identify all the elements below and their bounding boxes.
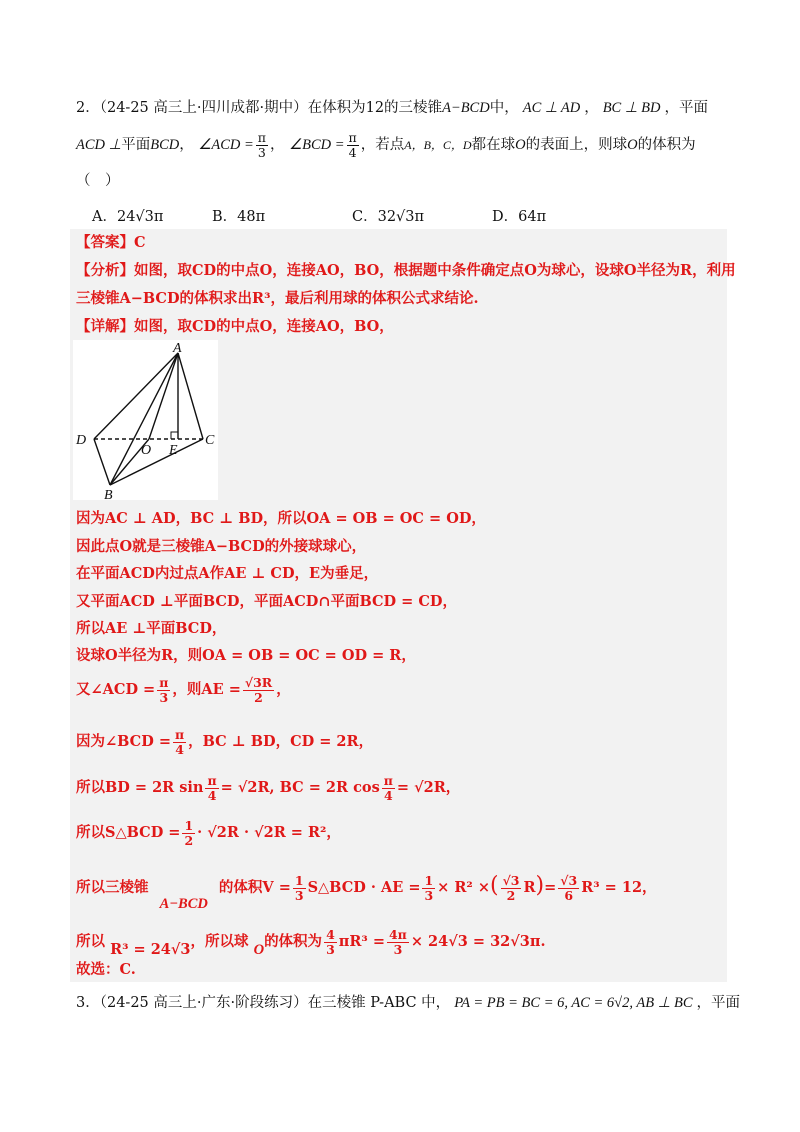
- step-6: 设球O半径为R，则OA = OB = OC = OD = R，: [76, 647, 416, 664]
- step-7: 又∠ACD = $\frac{\pi}{3}$ ，则AE = $\frac{√3R}{2}$ ，: [76, 674, 291, 705]
- edge-ao: [149, 353, 178, 439]
- fraction: $\frac{√3}{6}$: [560, 872, 578, 903]
- label-a: A: [173, 341, 182, 356]
- step-5: 所以AE ⊥平面BCD，: [76, 620, 227, 637]
- final-answer: 故选：C.: [76, 961, 136, 978]
- label-o: O: [141, 443, 152, 458]
- analysis-line-2: 三棱锥A−BCD的体积求出R³，最后利用球的体积公式求结论.: [76, 290, 479, 307]
- option-c[interactable]: C．32√3π: [352, 209, 425, 225]
- step-4: 又平面ACD ⊥平面BCD，平面ACD∩平面BCD = CD，: [76, 593, 457, 610]
- q2-intro: 2．（24-25 高三上·四川成都·期中）在体积为12的三棱锥: [76, 100, 443, 116]
- label-b: B: [104, 488, 113, 500]
- edge-ab: [110, 353, 178, 485]
- q2-text: ，平面: [664, 100, 708, 116]
- q2-text: 的表面上，则球: [525, 137, 628, 153]
- label-c: C: [205, 433, 215, 448]
- step-10: 所以S△BCD = $\frac{1}{2}$ · √2R · √2R = R²，: [76, 817, 341, 848]
- fraction: $\frac{\pi}{3}$: [257, 129, 267, 160]
- angle-bcd: ∠BCD =: [289, 137, 345, 153]
- step-8: 因为∠BCD = $\frac{\pi}{4}$ ，BC ⊥ BD，CD = 2R，: [76, 726, 374, 757]
- fraction: $\frac{\pi}{4}$: [348, 129, 357, 160]
- q3-conditions: PA = PB = BC = 6, AC = 6√2, AB ⊥ BC: [454, 995, 693, 1011]
- q2-text: 平面: [121, 137, 151, 153]
- analysis-line-1: 【分析】如图，取CD的中点O，连接AO，BO，根据题中条件确定点O为球心，设球O半径为R，利用: [76, 262, 736, 279]
- step-12: 所以 R³ = 24√3，所以球 O的体积为 $\frac{4}{3}$ πR³ = $\frac{4\pi}{3}$ × 24√3 = 32√3π.: [76, 926, 546, 958]
- fraction: $\frac{1}{2}$: [184, 817, 194, 848]
- tetrahedron-figure: [73, 340, 218, 500]
- right-angle-mark: [171, 432, 178, 439]
- option-d[interactable]: D．64π: [492, 209, 547, 225]
- q3-line: 3．（24-25 高三上·广东·阶段练习）在三棱锥 P-ABC 中， PA = PB = BC = 6, AC = 6√2, AB ⊥ BC ，平面: [76, 995, 740, 1011]
- q2-text: 中，: [489, 100, 519, 116]
- plane-bcd: BCD: [150, 137, 180, 153]
- q2-text: 都在球: [471, 137, 516, 153]
- step-1: 因为AC ⊥ AD，BC ⊥ BD，所以OA = OB = OC = OD，: [76, 510, 486, 527]
- answer-label: 【答案】C: [76, 234, 146, 251]
- fraction: $\frac{\pi}{4}$: [383, 772, 393, 803]
- fraction: $\frac{√3R}{2}$: [244, 674, 273, 705]
- step-3: 在平面ACD内过点A作AE ⊥ CD，E为垂足，: [76, 565, 379, 582]
- fraction: $\frac{\pi}{4}$: [175, 726, 185, 757]
- fraction: $\frac{\pi}{4}$: [207, 772, 217, 803]
- q2-line-2: ACD ⊥平面BCD， ∠ACD = $\frac{\pi}{3}$ ， ∠BCD = $\frac{\pi}{4}$ ，若点A，B，C，D都在球O的表面上，则球O的体积为: [76, 129, 696, 160]
- angle-acd: ∠ACD =: [198, 137, 254, 153]
- edge-db: [94, 439, 110, 485]
- step-2: 因此点O就是三棱锥A−BCD的外接球球心，: [76, 538, 367, 555]
- fraction: $\frac{4\pi}{3}$: [388, 926, 407, 957]
- q2-text: 的体积为: [637, 137, 696, 153]
- plane-acd: ACD ⊥: [76, 137, 122, 153]
- label-e: E: [169, 443, 178, 458]
- sphere-o: O: [627, 137, 638, 153]
- option-a[interactable]: A．24√3π: [92, 209, 164, 225]
- fraction: $\frac{\pi}{3}$: [159, 674, 169, 705]
- points-abcd: A，B，C，D: [404, 138, 472, 152]
- option-b[interactable]: B．48π: [212, 209, 266, 225]
- edge-bc: [110, 439, 203, 485]
- detail-line: 【详解】如图，取CD的中点O，连接AO，BO，: [76, 318, 394, 335]
- label-d: D: [76, 433, 87, 448]
- step-9: 所以BD = 2R sin $\frac{\pi}{4}$ = √2R, BC = 2R cos $\frac{\pi}{4}$ = √2R，: [76, 772, 461, 803]
- cond-ac-ad: AC ⊥ AD: [522, 100, 581, 116]
- q2-text: ，若点: [360, 137, 405, 153]
- answer-blank: （ ）: [76, 173, 120, 189]
- tetrahedron-diagram: [73, 340, 218, 500]
- step-11: 所以三棱锥 A−BCD 的体积V = $\frac{1}{3}$ S△BCD · AE = $\frac{1}{3}$ × R² ×( $\frac{√3}{2}$ R)= $\frac{√3}{6}$ R³ = 12，: [76, 872, 657, 912]
- cond-bc-bd: BC ⊥ BD: [602, 100, 661, 116]
- edge-ac: [178, 353, 203, 439]
- fraction: $\frac{1}{3}$: [424, 872, 434, 903]
- fraction: $\frac{√3}{2}$: [502, 872, 520, 903]
- fraction: $\frac{4}{3}$: [326, 926, 335, 957]
- sphere-o: O: [515, 137, 526, 153]
- q2-line-1: 2．（24-25 高三上·四川成都·期中）在体积为12的三棱锥A−BCD中， AC ⊥ AD ， BC ⊥ BD ，平面: [76, 100, 708, 116]
- edge-ad: [94, 353, 178, 439]
- fraction: $\frac{1}{3}$: [294, 872, 304, 903]
- tetra-name: A−BCD: [442, 100, 490, 116]
